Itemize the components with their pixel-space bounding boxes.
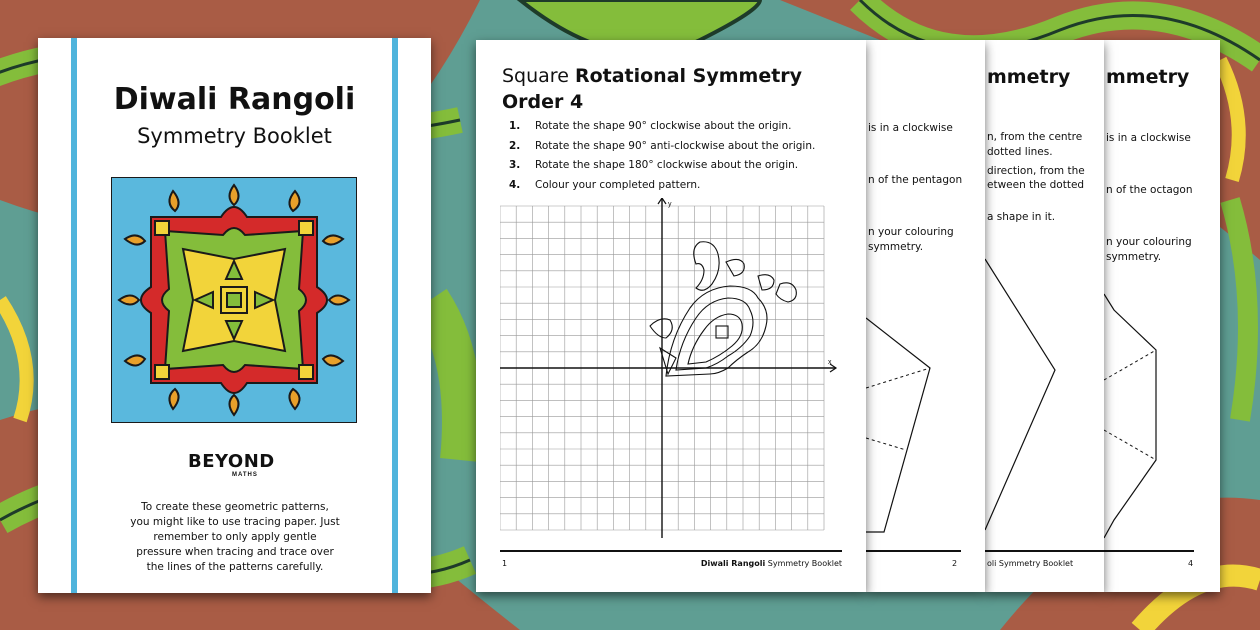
cover-stripe-right: [392, 38, 398, 593]
page1-page-number: 1: [502, 559, 508, 568]
page4-line-4: symmetry.: [1106, 251, 1162, 263]
page3-footer-rule: [985, 550, 1104, 552]
page1-title-bold: Rotational Symmetry: [574, 65, 803, 87]
page1-steps: [509, 120, 839, 198]
page2-line-1: is in a clockwise: [868, 122, 953, 134]
x-axis-label: x: [828, 359, 832, 366]
step-4: [509, 179, 839, 199]
page2-line-4: symmetry.: [868, 241, 924, 253]
page3-title: mmetry: [987, 66, 1071, 88]
page4-title: mmetry: [1106, 66, 1190, 88]
page3-footer-text: oli Symmetry Booklet: [987, 559, 1074, 568]
page4-octagon: [1104, 290, 1220, 540]
step-1: [509, 120, 839, 140]
page-1: [476, 40, 866, 592]
step-number: 4.: [509, 178, 521, 191]
footer-bold: Diwali Rangoli: [700, 559, 766, 568]
page2-page-number: 2: [952, 559, 958, 568]
page2-line-2: n of the pentagon: [868, 174, 963, 186]
page-2: [866, 40, 985, 592]
step-text: Rotate the shape 90° anti-clockwise about the origin.: [535, 139, 816, 152]
page2-line-3: n your colouring: [868, 226, 954, 238]
step-2: [509, 140, 839, 160]
page3-line-2: dotted lines.: [987, 146, 1053, 158]
step-number: 1.: [509, 120, 521, 132]
cover-title: Diwali Rangoli: [113, 82, 356, 117]
page1-footer-title: [701, 559, 842, 568]
logo-wordmark: BEYOND: [188, 451, 275, 472]
beyond-maths-logo: [188, 451, 284, 481]
coordinate-grid: [500, 198, 840, 538]
page1-title-line2: Order 4: [502, 91, 584, 113]
page4-line-3: n your colouring: [1106, 236, 1192, 248]
step-text: Colour your completed pattern.: [535, 178, 701, 191]
step-text: Rotate the shape 90° clockwise about the origin.: [535, 120, 792, 132]
page1-footer-rule: [500, 550, 842, 552]
page4-page-number: 4: [1188, 559, 1194, 568]
footer-rest: Symmetry Booklet: [767, 559, 842, 568]
page-4: [1104, 40, 1220, 592]
step-3: [509, 159, 839, 179]
cover-stripe-left: [71, 38, 77, 593]
cover-subtitle: Symmetry Booklet: [137, 124, 332, 148]
y-axis-label: y: [668, 201, 672, 208]
page-3: [985, 40, 1104, 592]
page1-title: [502, 64, 802, 88]
cover-page: [38, 38, 431, 593]
step-text: Rotate the shape 180° clockwise about the origin.: [535, 159, 799, 171]
page2-pentagon: [866, 310, 985, 540]
page3-line-5: a shape in it.: [987, 211, 1056, 223]
step-number: 3.: [509, 159, 521, 171]
rangoli-artwork: [111, 177, 357, 423]
page4-line-1: is in a clockwise: [1106, 132, 1191, 144]
page4-footer-rule: [1104, 550, 1194, 552]
quadrant-shape: [650, 242, 796, 376]
page2-footer-rule: [866, 550, 961, 552]
step-number: 2.: [509, 139, 521, 152]
logo-subtext: MATHS: [232, 472, 258, 478]
page1-title-light: Square: [502, 65, 569, 87]
page3-line-4: etween the dotted: [987, 179, 1085, 191]
cover-instructions: To create these geometric patterns, you might like to use tracing paper. Just remember to only apply gentle pressure when tracing and trace over the lines of the patterns carefully.: [130, 501, 340, 573]
page3-hexagon: [985, 255, 1104, 535]
page3-line-3: direction, from the: [987, 165, 1085, 177]
page3-line-1: n, from the centre: [987, 131, 1083, 143]
page4-line-2: n of the octagon: [1106, 184, 1193, 196]
